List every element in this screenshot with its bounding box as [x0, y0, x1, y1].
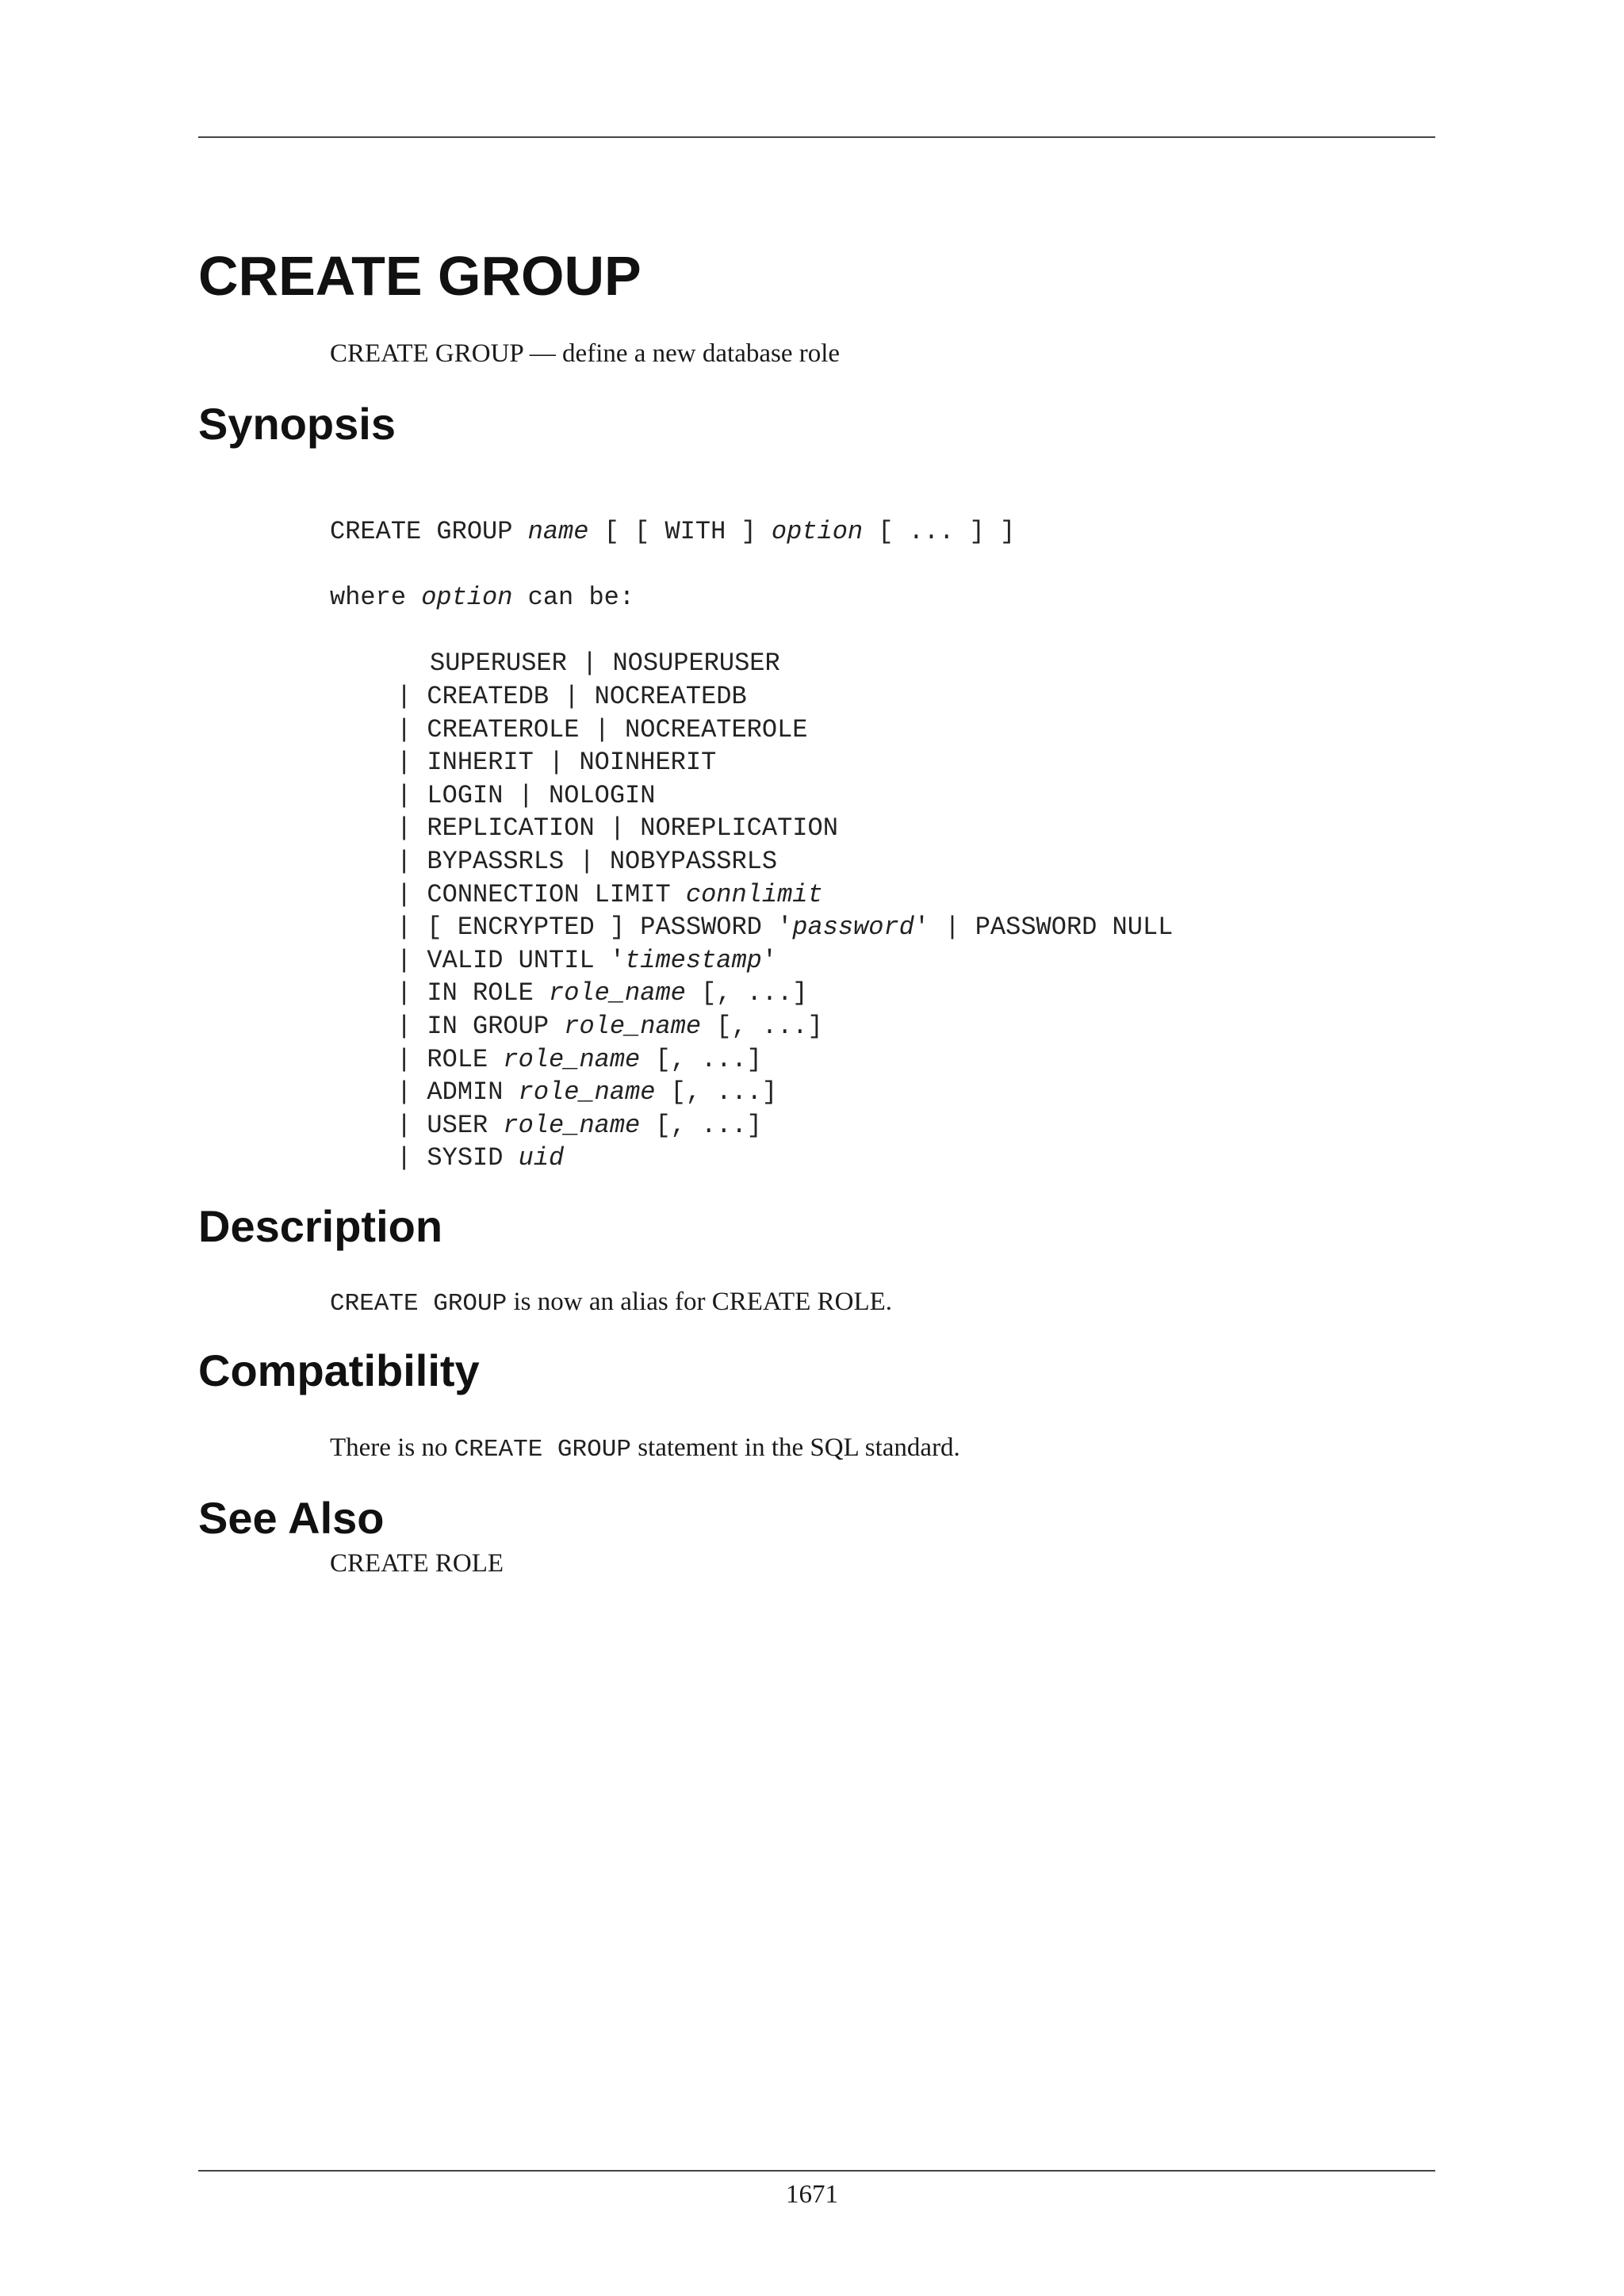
- synopsis-option-line: SUPERUSER | NOSUPERUSER: [430, 649, 780, 679]
- inline-code: CREATE GROUP: [454, 1436, 631, 1464]
- page-number: 1671: [786, 2180, 838, 2209]
- refpurpose: CREATE GROUP — define a new database role: [330, 339, 841, 368]
- synopsis-option-line: | REPLICATION | NOREPLICATION: [396, 813, 838, 844]
- synopsis-option-line: | CREATEROLE | NOCREATEROLE: [396, 714, 808, 744]
- synopsis-option-line: | CONNECTION LIMIT connlimit: [396, 879, 823, 909]
- synopsis-option-line: | LOGIN | NOLOGIN: [396, 780, 656, 810]
- description-heading: Description: [198, 1201, 443, 1251]
- header-rule: [198, 136, 1435, 138]
- description-paragraph: CREATE GROUP is now an alias for CREATE ROLE.: [330, 1288, 893, 1318]
- synopsis-option-line: | BYPASSRLS | NOBYPASSRLS: [396, 846, 778, 876]
- synopsis-option-line: | INHERIT | NOINHERIT: [396, 748, 717, 778]
- synopsis-option-line: | ADMIN role_name [, ...]: [396, 1077, 778, 1108]
- synopsis-option-line: | ROLE role_name [, ...]: [396, 1044, 762, 1074]
- synopsis-option-line: | IN ROLE role_name [, ...]: [396, 978, 808, 1008]
- synopsis-heading: Synopsis: [198, 399, 396, 449]
- synopsis-option-line: | IN GROUP role_name [, ...]: [396, 1011, 823, 1041]
- page-title: CREATE GROUP: [198, 245, 642, 307]
- synopsis-option-line: | [ ENCRYPTED ] PASSWORD 'password' | PASSWORD NULL: [396, 913, 1174, 943]
- synopsis-option-line: | CREATEDB | NOCREATEDB: [396, 681, 747, 711]
- synopsis-option-line: | SYSID uid: [396, 1143, 565, 1173]
- compatibility-heading: Compatibility: [198, 1345, 480, 1395]
- inline-code: CREATE GROUP: [330, 1290, 508, 1318]
- compatibility-paragraph: There is no CREATE GROUP statement in the SQL standard.: [330, 1433, 960, 1464]
- see-also-link-create-role[interactable]: CREATE ROLE: [330, 1549, 504, 1578]
- synopsis-option-line: | USER role_name [, ...]: [396, 1110, 762, 1140]
- synopsis-line-command: CREATE GROUP name [ [ WITH ] option [ ... ] ]: [330, 517, 1016, 546]
- footer-rule: [198, 2170, 1435, 2172]
- synopsis-block: [330, 515, 1173, 1175]
- synopsis-option-line: | VALID UNTIL 'timestamp': [396, 945, 778, 975]
- see-also-heading: See Also: [198, 1493, 385, 1543]
- synopsis-line-where: where option can be:: [330, 583, 635, 613]
